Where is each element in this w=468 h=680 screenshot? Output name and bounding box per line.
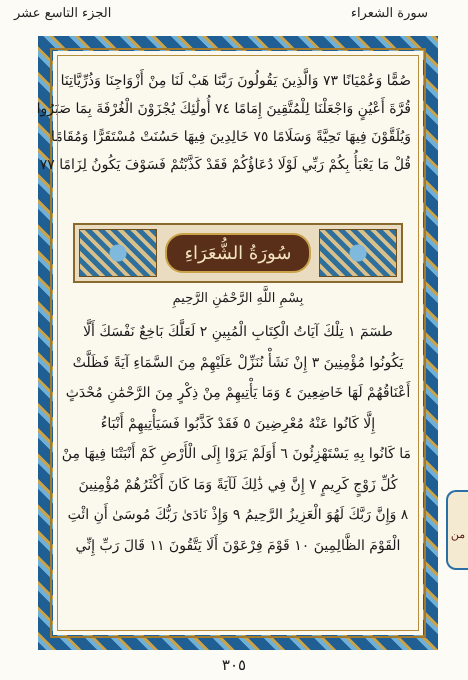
page-number: ٣٠٥: [221, 656, 247, 674]
page-frame: [38, 36, 438, 650]
ornament-left: [79, 229, 157, 277]
verse-line: ٨ وَإِنَّ رَبَّكَ لَهُوَ الْعَزِيزُ الرَّحِيمُ ٩ وَإِذْ نَادَىٰ رَبُّكَ مُوسَىٰ أَنِ ائْتِ: [67, 507, 409, 523]
basmala: بِسْمِ اللَّهِ الرَّحْمَٰنِ الرَّحِيمِ: [172, 291, 304, 306]
surah-title-box: [165, 233, 311, 273]
verse-line: كُلِّ زَوْجٍ كَرِيمٍ ٧ إِنَّ فِي ذَٰلِكَ لَآيَةً وَمَا كَانَ أَكْثَرُهُمْ مُؤْمِنِينَ: [78, 476, 398, 493]
verse-line: أَعْنَاقُهُمْ لَهَا خَاضِعِينَ ٤ وَمَا يَأْتِيهِمْ مِنْ ذِكْرٍ مِنَ الرَّحْمَٰنِ مُحْدَثٍ: [65, 385, 411, 401]
juz-label: الجزء التاسع عشر: [14, 6, 112, 21]
bottom-verses-block: [61, 317, 411, 561]
verse-line: يَكُونُوا مُؤْمِنِينَ ٣ إِنْ نَشَأْ نُنَزِّلْ عَلَيْهِمْ مِنَ السَّمَاءِ آيَةً فَظَلَّتْ: [72, 354, 404, 371]
surah-header: سورة الشعراء: [350, 6, 428, 21]
surah-title-banner: [73, 223, 403, 283]
ornament-right: [319, 229, 397, 277]
verse-line: وَيُلَقَّوْنَ فِيهَا تَحِيَّةً وَسَلَامًا ٧٥ خَالِدِينَ فِيهَا حَسُنَتْ مُسْتَقَرًّا وَمُقَامًا: [50, 129, 411, 145]
verse-line: طسٓمٓ ١ تِلْكَ آيَاتُ الْكِتَابِ الْمُبِينِ ٢ لَعَلَّكَ بَاخِعٌ نَفْسَكَ أَلَّا: [83, 324, 393, 340]
verse-line: مَا كَانُوا بِهِ يَسْتَهْزِئُونَ ٦ أَوَلَمْ يَرَوْا إِلَى الْأَرْضِ كَمْ أَنْبَتْنَا فِيهَا مِنْ: [61, 446, 411, 462]
verse-line: إِلَّا كَانُوا عَنْهُ مُعْرِضِينَ ٥ فَقَدْ كَذَّبُوا فَسَيَأْتِيهِمْ أَنْبَاءُ: [100, 415, 376, 432]
top-verses-block: [36, 67, 411, 179]
side-tab-label: من: [450, 528, 466, 541]
verse-line: الْقَوْمَ الظَّالِمِينَ ١٠ قَوْمَ فِرْعَوْنَ أَلَا يَتَّقُونَ ١١ قَالَ رَبِّ إِنِّي: [75, 537, 401, 554]
verse-line: صُمًّا وَعُمْيَانًا ٧٣ وَالَّذِينَ يَقُولُونَ رَبَّنَا هَبْ لَنَا مِنْ أَزْوَاجِنَا وَذُرِّيَّاتِنَا: [60, 73, 411, 89]
verse-line: قُرَّةَ أَعْيُنٍ وَاجْعَلْنَا لِلْمُتَّقِينَ إِمَامًا ٧٤ أُولَٰئِكَ يُجْزَوْنَ الْغُرْفَةَ بِمَا صَبَرُوا: [36, 101, 411, 117]
verse-line: قُلْ مَا يَعْبَأُ بِكُمْ رَبِّي لَوْلَا دُعَاؤُكُمْ فَقَدْ كَذَّبْتُمْ فَسَوْفَ يَكُونُ لِزَامًا ٧٧: [39, 157, 411, 173]
side-bookmark-tab[interactable]: [446, 490, 468, 570]
surah-title: سُورَةُ الشُّعَرَاءِ: [184, 242, 292, 264]
